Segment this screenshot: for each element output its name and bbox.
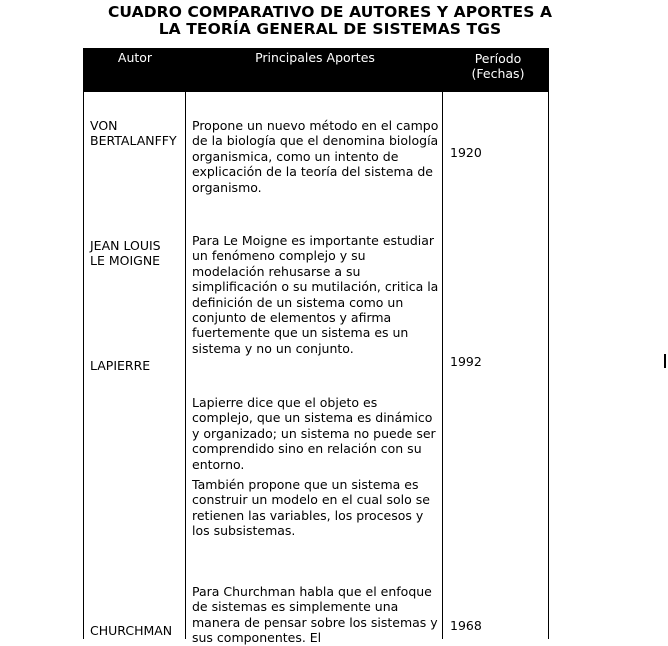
row-period-1992: 1992	[450, 354, 482, 369]
header-periodo-line2: (Fechas)	[471, 66, 525, 81]
header-periodo-line1: Período	[474, 51, 522, 66]
row-contribution-vonbertalanffy: Propone un nuevo método en el campo de la biología que el denomina biología organismica, como un intento de explicación de la teoría del sistema de organismo.	[192, 118, 439, 195]
header-autor: Autor	[117, 50, 153, 65]
row-author-lemoigne: JEAN LOUIS LE MOIGNE	[90, 238, 161, 269]
table-divider-2	[442, 92, 443, 639]
lapierre-paragraph-1: Lapierre dice que el objeto es complejo, que un sistema es dinámico y organizado; un sistema no puede ser comprendido sino en relación con su entorno.	[192, 395, 436, 472]
row-contribution-churchman: Para Churchman habla que el enfoque de sistemas es simplemente una manera de pensar sobre los sistemas y sus componentes. El	[192, 584, 438, 646]
row-contribution-lapierre	[192, 395, 440, 539]
row-period-1920: 1920	[450, 145, 482, 160]
row-period-1968: 1968	[450, 618, 482, 633]
header-aportes: Principales Aportes	[255, 50, 375, 65]
edge-mark	[664, 354, 666, 368]
row-author-vonbertalanffy: VON BERTALANFFY	[90, 118, 177, 149]
title-line-1: CUADRO COMPARATIVO DE AUTORES Y APORTES A	[107, 3, 553, 21]
row-author-churchman: CHURCHMAN	[90, 623, 173, 638]
header-periodo	[446, 51, 550, 81]
table-border-right	[548, 92, 549, 639]
row-author-lapierre: LAPIERRE	[90, 358, 151, 373]
lapierre-paragraph-2: También propone que un sistema es construir un modelo en el cual solo se retienen las variables, los procesos y los subsistemas.	[192, 477, 430, 539]
title-line-2: LA TEORÍA GENERAL DE SISTEMAS TGS	[158, 20, 502, 38]
table-border-left	[83, 92, 84, 639]
document-title	[60, 4, 600, 38]
row-contribution-lemoigne: Para Le Moigne es importante estudiar un fenómeno complejo y su modelación rehusarse a su simplificación o su mutilación, critica la definición de un sistema como un conjunto de elementos y afirma fuertemente que un sistema es un sistema y no un conjunto.	[192, 233, 439, 356]
